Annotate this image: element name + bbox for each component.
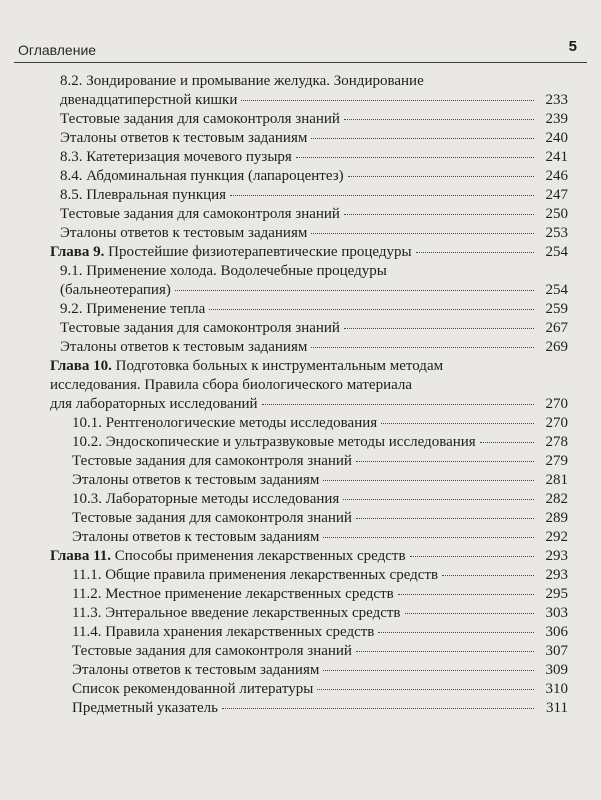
toc-line-text: Тестовые задания для самоконтроля знаний bbox=[72, 643, 352, 659]
toc-page-number: 247 bbox=[545, 187, 568, 203]
dot-leader bbox=[356, 651, 534, 652]
toc-page-number: 295 bbox=[545, 586, 568, 602]
toc-page-number: 303 bbox=[545, 605, 568, 621]
toc-page-number: 282 bbox=[545, 491, 568, 507]
toc-entry-text bbox=[72, 566, 438, 585]
toc-line-text: Список рекомендованной литературы bbox=[72, 681, 314, 697]
toc-page-number: 293 bbox=[545, 548, 568, 564]
toc-page-number: 267 bbox=[545, 320, 568, 336]
section-title: Оглавление bbox=[18, 42, 97, 58]
toc-line-text: 11.3. Энтеральное введение лекарственных средств bbox=[72, 605, 401, 621]
dot-leader bbox=[262, 404, 534, 405]
toc-entry-text bbox=[72, 414, 377, 433]
toc-entry-text bbox=[60, 167, 344, 186]
toc-line-text: Эталоны ответов к тестовым заданиям bbox=[72, 472, 320, 488]
toc-entry[interactable] bbox=[50, 623, 568, 642]
toc-entry-text bbox=[50, 357, 568, 376]
toc-page-number: 278 bbox=[545, 434, 568, 450]
toc-line-text: 8.3. Катетеризация мочевого пузыря bbox=[60, 149, 292, 165]
toc-line-text: Эталоны ответов к тестовым заданиям bbox=[60, 339, 308, 355]
dot-leader bbox=[356, 461, 534, 462]
dot-leader bbox=[311, 233, 534, 234]
dot-leader bbox=[175, 290, 534, 291]
toc-entry-text bbox=[60, 129, 307, 148]
toc-entry-text bbox=[72, 471, 319, 490]
dot-leader bbox=[209, 309, 534, 310]
toc-entry-text bbox=[72, 604, 401, 623]
toc-page-number: 269 bbox=[545, 339, 568, 355]
dot-leader bbox=[378, 632, 534, 633]
page-number: 5 bbox=[568, 38, 577, 55]
toc-entry-text bbox=[60, 338, 307, 357]
toc-entry[interactable] bbox=[50, 566, 568, 585]
toc-entry-text bbox=[72, 452, 352, 471]
dot-leader bbox=[410, 556, 534, 557]
dot-leader bbox=[323, 670, 534, 671]
toc-line-text: 10.1. Рентгенологические методы исследования bbox=[72, 415, 378, 431]
toc-entry-text bbox=[60, 281, 171, 300]
dot-leader bbox=[480, 442, 534, 443]
toc-line-text: 8.5. Плевральная пункция bbox=[60, 187, 227, 203]
toc-entry[interactable] bbox=[50, 205, 568, 224]
toc-line-text: 10.3. Лабораторные методы исследования bbox=[72, 491, 340, 507]
toc-entry-text bbox=[72, 623, 374, 642]
toc-entry-text bbox=[50, 395, 258, 414]
dot-leader bbox=[296, 157, 534, 158]
toc-line-text: Подготовка больных к инструментальным методам bbox=[115, 358, 444, 374]
dot-leader bbox=[323, 480, 534, 481]
dot-leader bbox=[344, 328, 534, 329]
toc-entry-text bbox=[60, 110, 340, 129]
toc-page-number: 253 bbox=[545, 225, 568, 241]
toc-entry-text bbox=[50, 243, 412, 262]
toc-page-number: 250 bbox=[545, 206, 568, 222]
toc-line-text: 11.2. Местное применение лекарственных средств bbox=[72, 586, 394, 602]
toc-entry[interactable] bbox=[50, 72, 568, 110]
toc-entry-text bbox=[60, 224, 307, 243]
toc-page-number: 259 bbox=[545, 301, 568, 317]
toc-entry[interactable] bbox=[50, 585, 568, 604]
dot-leader bbox=[323, 537, 534, 538]
toc-entry[interactable] bbox=[50, 224, 568, 243]
toc-line-text: 8.4. Абдоминальная пункция (лапароцентез) bbox=[60, 168, 344, 184]
toc-entry-text bbox=[72, 585, 394, 604]
dot-leader bbox=[222, 708, 534, 709]
toc-chapter[interactable] bbox=[50, 357, 568, 414]
toc-page-number: 246 bbox=[545, 168, 568, 184]
toc-entry[interactable] bbox=[50, 129, 568, 148]
toc-entry[interactable] bbox=[50, 642, 568, 661]
toc-page-number: 240 bbox=[545, 130, 568, 146]
toc-line-text: Способы применения лекарственных средств bbox=[114, 548, 406, 564]
dot-leader bbox=[311, 138, 534, 139]
toc-entry[interactable] bbox=[50, 528, 568, 547]
toc-page-number: 292 bbox=[545, 529, 568, 545]
toc-line-text: 9.1. Применение холода. Водолечебные процедуры bbox=[60, 263, 387, 279]
toc-line-text: исследования. Правила сбора биологического материала bbox=[50, 377, 413, 393]
toc-page-number: 270 bbox=[545, 415, 568, 431]
toc-page-number: 254 bbox=[545, 282, 568, 298]
dot-leader bbox=[241, 100, 534, 101]
toc-entry-text bbox=[60, 262, 568, 281]
toc-chapter[interactable] bbox=[50, 547, 568, 566]
toc-entry[interactable] bbox=[50, 509, 568, 528]
toc-entry-text bbox=[72, 642, 352, 661]
toc-entry[interactable] bbox=[50, 680, 568, 699]
toc-line-text: 11.1. Общие правила применения лекарственных средств bbox=[72, 567, 439, 583]
toc-line-text: Тестовые задания для самоконтроля знаний bbox=[72, 510, 352, 526]
dot-leader bbox=[344, 214, 534, 215]
chapter-label: Глава 11. bbox=[50, 548, 112, 564]
header-rule bbox=[14, 62, 587, 63]
toc-entry[interactable] bbox=[50, 186, 568, 205]
toc-entry[interactable] bbox=[50, 490, 568, 509]
toc-entry-text bbox=[60, 148, 292, 167]
table-of-contents bbox=[50, 72, 568, 718]
toc-page-number: 270 bbox=[545, 396, 568, 412]
toc-entry-text bbox=[60, 72, 568, 91]
dot-leader bbox=[317, 689, 534, 690]
toc-entry-text bbox=[72, 680, 313, 699]
toc-entry-text bbox=[72, 490, 339, 509]
dot-leader bbox=[356, 518, 534, 519]
toc-page-number: 239 bbox=[545, 111, 568, 127]
toc-line-text: 10.2. Эндоскопические и ультразвуковые методы исследования bbox=[72, 434, 476, 450]
toc-entry[interactable] bbox=[50, 148, 568, 167]
toc-line-text: Эталоны ответов к тестовым заданиям bbox=[72, 529, 320, 545]
toc-line-text: (бальнеотерапия) bbox=[60, 282, 171, 298]
toc-line-text: Тестовые задания для самоконтроля знаний bbox=[72, 453, 352, 469]
toc-line-text: Эталоны ответов к тестовым заданиям bbox=[60, 225, 308, 241]
toc-entry[interactable] bbox=[50, 338, 568, 357]
toc-entry[interactable] bbox=[50, 414, 568, 433]
toc-entry-text bbox=[72, 509, 352, 528]
chapter-label: Глава 10. bbox=[50, 358, 112, 374]
toc-line-text: Тестовые задания для самоконтроля знаний bbox=[60, 206, 340, 222]
toc-entry[interactable] bbox=[50, 167, 568, 186]
toc-entry-text bbox=[72, 699, 218, 718]
toc-line-text: Эталоны ответов к тестовым заданиям bbox=[60, 130, 308, 146]
toc-entry-text bbox=[60, 319, 340, 338]
toc-entry[interactable] bbox=[50, 262, 568, 300]
toc-page-number: 289 bbox=[545, 510, 568, 526]
toc-entry[interactable] bbox=[50, 452, 568, 471]
toc-line-text: двенадцатиперстной кишки bbox=[60, 92, 238, 108]
toc-line-text: Простейшие физиотерапевтические процедуры bbox=[108, 244, 412, 260]
toc-entry[interactable] bbox=[50, 661, 568, 680]
toc-line-text: 9.2. Применение тепла bbox=[60, 301, 206, 317]
toc-page-number: 281 bbox=[545, 472, 568, 488]
toc-line-text: 11.4. Правила хранения лекарственных средств bbox=[72, 624, 375, 640]
toc-entry-text bbox=[60, 205, 340, 224]
toc-entry[interactable] bbox=[50, 110, 568, 129]
toc-entry-text bbox=[72, 661, 319, 680]
toc-page-number: 241 bbox=[545, 149, 568, 165]
toc-chapter[interactable] bbox=[50, 243, 568, 262]
toc-line-text: Предметный указатель bbox=[72, 700, 218, 716]
dot-leader bbox=[381, 423, 534, 424]
toc-entry-text bbox=[72, 433, 476, 452]
chapter-label: Глава 9. bbox=[50, 244, 105, 260]
toc-page-number: 306 bbox=[545, 624, 568, 640]
dot-leader bbox=[398, 594, 534, 595]
toc-line-text: Тестовые задания для самоконтроля знаний bbox=[60, 320, 340, 336]
dot-leader bbox=[230, 195, 534, 196]
toc-entry-text bbox=[60, 91, 237, 110]
dot-leader bbox=[343, 499, 534, 500]
toc-page-number: 233 bbox=[545, 92, 568, 108]
toc-entry-text bbox=[72, 528, 319, 547]
toc-entry[interactable] bbox=[50, 433, 568, 452]
toc-page-number: 279 bbox=[545, 453, 568, 469]
toc-entry[interactable] bbox=[50, 471, 568, 490]
toc-entry-text bbox=[60, 186, 226, 205]
toc-page-number: 307 bbox=[545, 643, 568, 659]
toc-line-text: Тестовые задания для самоконтроля знаний bbox=[60, 111, 340, 127]
dot-leader bbox=[311, 347, 534, 348]
dot-leader bbox=[416, 252, 534, 253]
toc-page-number: 311 bbox=[546, 700, 568, 716]
toc-entry[interactable] bbox=[50, 319, 568, 338]
toc-entry-text bbox=[50, 376, 568, 395]
toc-page-number: 310 bbox=[545, 681, 568, 697]
dot-leader bbox=[442, 575, 534, 576]
dot-leader bbox=[348, 176, 534, 177]
toc-entry[interactable] bbox=[50, 699, 568, 718]
toc-entry[interactable] bbox=[50, 604, 568, 623]
toc-line-text: 8.2. Зондирование и промывание желудка. Зондирование bbox=[60, 73, 424, 89]
toc-line-text: Эталоны ответов к тестовым заданиям bbox=[72, 662, 320, 678]
toc-page-number: 254 bbox=[545, 244, 568, 260]
dot-leader bbox=[344, 119, 534, 120]
toc-page-number: 293 bbox=[545, 567, 568, 583]
toc-page-number: 309 bbox=[545, 662, 568, 678]
toc-entry[interactable] bbox=[50, 300, 568, 319]
toc-entry-text bbox=[60, 300, 205, 319]
toc-entry-text bbox=[50, 547, 406, 566]
running-header bbox=[14, 26, 587, 66]
dot-leader bbox=[405, 613, 534, 614]
toc-line-text: для лабораторных исследований bbox=[50, 396, 258, 412]
